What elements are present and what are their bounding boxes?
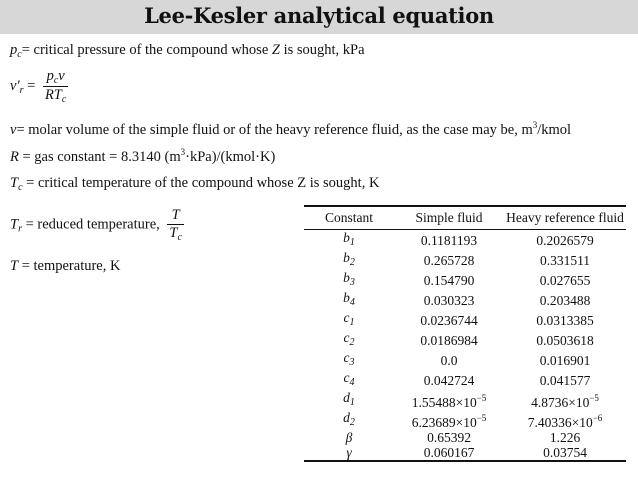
table-row xyxy=(304,230,626,251)
def-vr-eq: = xyxy=(23,77,39,94)
def-vr-var: v xyxy=(10,77,17,94)
constant-symbol-subscript: 4 xyxy=(349,377,355,388)
def-tc-text: = critical temperature of the compound whose Z is sought, K xyxy=(22,175,380,191)
heavy-fluid-value xyxy=(504,250,626,270)
simple-fluid-value xyxy=(394,445,504,461)
table-body xyxy=(304,230,626,462)
heavy-fluid-value xyxy=(504,390,626,410)
simple-fluid-value-text: 1.55488×10 xyxy=(411,394,477,410)
def-vr-den-sub: c xyxy=(61,94,67,105)
heavy-fluid-value xyxy=(504,230,626,251)
def-vr-sub: r xyxy=(19,84,24,96)
simple-fluid-value-text: 0.65392 xyxy=(427,430,471,446)
heavy-fluid-value-exponent: −6 xyxy=(592,412,603,423)
def-v-var: v xyxy=(10,122,17,138)
table-row xyxy=(304,445,626,461)
constant-symbol xyxy=(304,330,394,350)
constant-symbol-subscript: 1 xyxy=(349,237,355,248)
table-row xyxy=(304,410,626,430)
heavy-fluid-value-text: 0.016901 xyxy=(539,352,591,368)
heavy-fluid-value-text: 0.041577 xyxy=(539,372,591,388)
table-row xyxy=(304,370,626,390)
simple-fluid-value-text: 6.23689×10 xyxy=(411,414,477,430)
heavy-fluid-value xyxy=(504,430,626,445)
heavy-fluid-value-text: 0.2026579 xyxy=(536,232,594,248)
def-pc-var: p xyxy=(10,42,18,58)
def-vr-num-sub: c xyxy=(53,75,59,86)
def-t xyxy=(10,258,120,275)
constant-symbol-subscript: 3 xyxy=(349,357,355,368)
constant-symbol xyxy=(304,370,394,390)
constant-symbol-letter: b xyxy=(343,270,350,285)
simple-fluid-value-text: 0.060167 xyxy=(423,445,475,461)
heavy-fluid-value xyxy=(504,290,626,310)
constant-symbol xyxy=(304,410,394,430)
def-pc xyxy=(10,42,365,60)
simple-fluid-value xyxy=(394,370,504,390)
def-pc-z: Z xyxy=(271,42,280,58)
constant-symbol xyxy=(304,230,394,251)
simple-fluid-value xyxy=(394,430,504,445)
def-vr-num-var: v xyxy=(58,68,65,84)
def-tc xyxy=(10,175,379,193)
constant-symbol-letter: c xyxy=(343,330,350,345)
simple-fluid-value xyxy=(394,410,504,430)
heavy-fluid-value-text: 1.226 xyxy=(549,430,581,446)
def-v-text: = molar volume of the simple fluid or of the heavy reference fluid, as the case may be, m xyxy=(16,122,533,138)
def-tr-text: = reduced temperature, xyxy=(21,216,164,233)
table-row xyxy=(304,350,626,370)
simple-fluid-value-text: 0.0 xyxy=(440,352,458,368)
table-row xyxy=(304,270,626,290)
table-row xyxy=(304,250,626,270)
def-vr-num: p xyxy=(46,68,54,84)
def-pc-sub: c xyxy=(17,49,22,60)
constant-symbol-subscript: 2 xyxy=(349,257,355,268)
table-row xyxy=(304,330,626,350)
def-tr-den: T xyxy=(169,225,178,241)
simple-fluid-value xyxy=(394,310,504,330)
heavy-fluid-value-text: 0.331511 xyxy=(539,252,591,268)
simple-fluid-value-text: 0.0186984 xyxy=(420,332,478,348)
def-vr-den: RT xyxy=(44,87,62,103)
constant-symbol xyxy=(304,310,394,330)
constant-symbol-letter: γ xyxy=(346,445,352,461)
constant-symbol-letter: d xyxy=(343,390,350,405)
def-vr xyxy=(10,68,68,105)
constant-symbol-letter: b xyxy=(343,290,350,305)
constant-symbol xyxy=(304,270,394,290)
def-tr-fraction xyxy=(167,207,184,243)
def-vr-prime: ′ xyxy=(16,77,20,94)
def-tr-sub: r xyxy=(18,223,22,235)
heavy-fluid-value-text: 0.0503618 xyxy=(536,332,594,348)
heavy-fluid-value xyxy=(504,410,626,430)
simple-fluid-value xyxy=(394,390,504,410)
simple-fluid-value xyxy=(394,330,504,350)
def-r-var: R xyxy=(10,149,19,165)
header-constant: Constant xyxy=(304,206,394,230)
simple-fluid-value-text: 0.0236744 xyxy=(420,312,478,328)
heavy-fluid-value xyxy=(504,330,626,350)
def-v-sup: 3 xyxy=(532,120,538,130)
def-r-rest: ·kPa)/(kmol·K) xyxy=(185,149,276,165)
def-pc-text: = critical pressure of the compound whose xyxy=(21,42,272,58)
heavy-fluid-value-text: 0.203488 xyxy=(539,292,591,308)
def-t-var: T xyxy=(10,258,19,274)
constant-symbol-subscript: 2 xyxy=(349,337,355,348)
heavy-fluid-value-text: 0.0313385 xyxy=(536,312,594,328)
header-heavy-reference-fluid: Heavy reference fluid xyxy=(504,206,626,230)
heavy-fluid-value xyxy=(504,270,626,290)
table-row xyxy=(304,430,626,445)
heavy-fluid-value xyxy=(504,350,626,370)
heavy-fluid-value xyxy=(504,445,626,461)
constant-symbol xyxy=(304,290,394,310)
def-pc-rest: is sought, kPa xyxy=(279,42,365,58)
constant-symbol xyxy=(304,350,394,370)
simple-fluid-value-text: 0.154790 xyxy=(423,272,475,288)
simple-fluid-value-exponent: −5 xyxy=(476,412,487,423)
constant-symbol xyxy=(304,430,394,445)
heavy-fluid-value-text: 0.03754 xyxy=(543,445,587,461)
table-row xyxy=(304,310,626,330)
constant-symbol-letter: d xyxy=(343,410,350,425)
constant-symbol xyxy=(304,390,394,410)
heavy-fluid-value-text: 4.8736×10 xyxy=(531,394,590,410)
simple-fluid-value-text: 0.1181193 xyxy=(420,232,478,248)
def-r xyxy=(10,147,275,166)
table-row xyxy=(304,390,626,410)
def-r-text: = gas constant = 8.3140 (m xyxy=(18,149,181,165)
constant-symbol-subscript: 1 xyxy=(349,317,355,328)
constant-symbol xyxy=(304,445,394,461)
constant-symbol-letter: b xyxy=(343,230,350,245)
heavy-fluid-value xyxy=(504,370,626,390)
constants-table xyxy=(304,205,626,462)
constant-symbol-letter: β xyxy=(345,430,353,446)
constant-symbol-subscript: 4 xyxy=(349,297,355,308)
constant-symbol-letter: b xyxy=(343,250,350,265)
def-tr xyxy=(10,207,184,243)
table-row xyxy=(304,290,626,310)
def-v xyxy=(10,120,571,139)
simple-fluid-value xyxy=(394,250,504,270)
def-vr-fraction xyxy=(43,68,68,105)
def-v-rest: /kmol xyxy=(537,122,572,138)
constant-symbol xyxy=(304,250,394,270)
constant-symbol-letter: c xyxy=(343,370,350,385)
simple-fluid-value xyxy=(394,290,504,310)
def-t-text: = temperature, K xyxy=(18,258,121,274)
constant-symbol-letter: c xyxy=(343,310,350,325)
simple-fluid-value xyxy=(394,350,504,370)
header-simple-fluid: Simple fluid xyxy=(394,206,504,230)
def-tr-var: T xyxy=(10,216,19,233)
heavy-fluid-value-text: 0.027655 xyxy=(539,272,591,288)
constant-symbol-letter: c xyxy=(343,350,350,365)
def-tr-den-sub: c xyxy=(177,232,182,243)
slide-title: Lee-Kesler analytical equation xyxy=(144,3,494,28)
def-tr-num: T xyxy=(167,207,184,225)
heavy-fluid-value xyxy=(504,310,626,330)
simple-fluid-value-exponent: −5 xyxy=(476,392,487,403)
constant-symbol-subscript: 3 xyxy=(349,277,355,288)
constant-symbol-subscript: 2 xyxy=(349,417,355,428)
simple-fluid-value-text: 0.030323 xyxy=(423,292,475,308)
simple-fluid-value-text: 0.265728 xyxy=(423,252,475,268)
def-tc-sub: c xyxy=(18,182,23,193)
simple-fluid-value xyxy=(394,230,504,251)
simple-fluid-value-text: 0.042724 xyxy=(423,372,475,388)
def-r-sup: 3 xyxy=(180,147,186,157)
heavy-fluid-value-exponent: −5 xyxy=(589,392,599,403)
constant-symbol-subscript: 1 xyxy=(349,397,355,408)
simple-fluid-value xyxy=(394,270,504,290)
def-tc-var: T xyxy=(10,175,19,191)
heavy-fluid-value-text: 7.40336×10 xyxy=(527,414,593,430)
